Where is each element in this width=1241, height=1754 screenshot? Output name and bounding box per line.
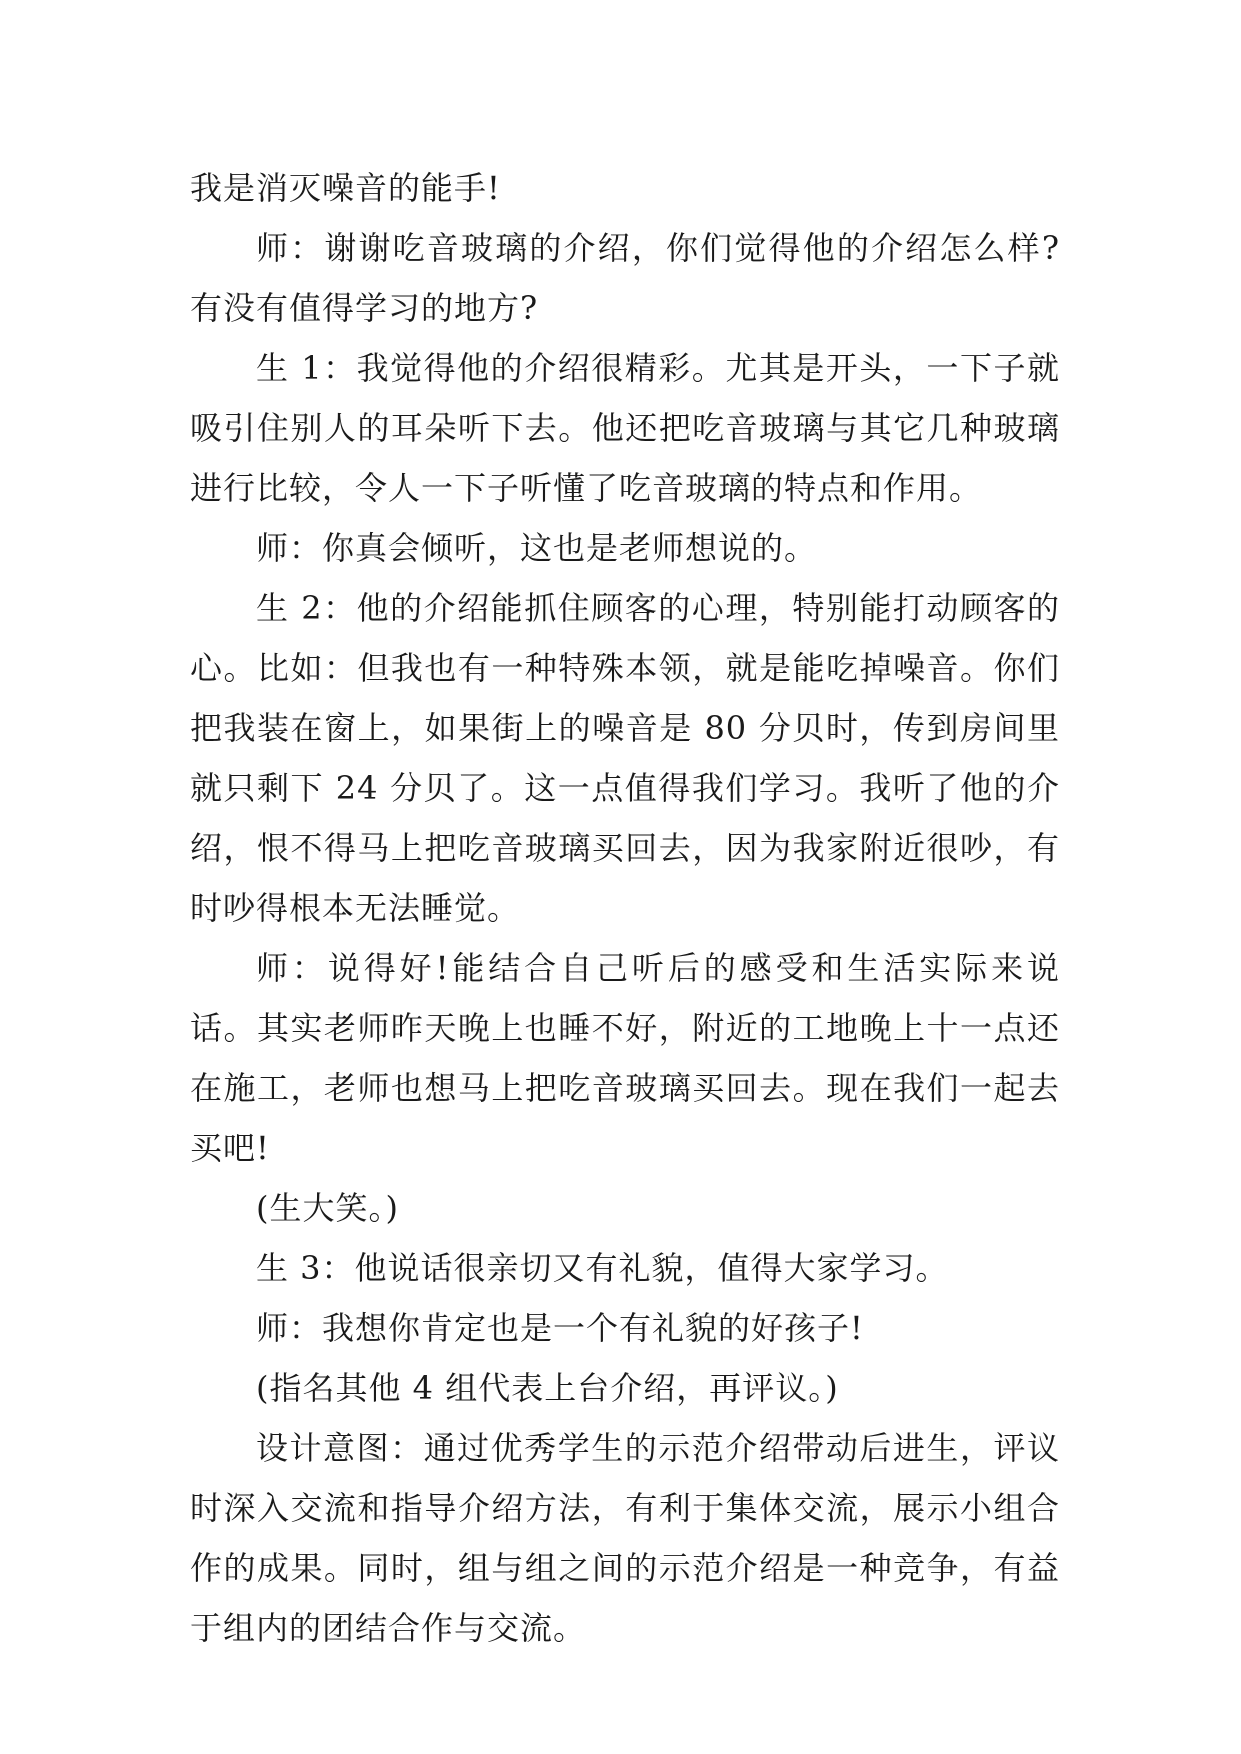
body-text xyxy=(190,158,1060,1658)
paragraph-student-1: 生 1：我觉得他的介绍很精彩。尤其是开头，一下子就吸引住别人的耳朵听下去。他还把吃音玻璃与其它几种玻璃进行比较，令人一下子听懂了吃音玻璃的特点和作用。 xyxy=(190,349,1060,507)
paragraph-continuation: 我是消灭噪音的能手! xyxy=(190,169,501,207)
paragraph-student-2: 生 2：他的介绍能抓住顾客的心理，特别能打动顾客的心。比如：但我也有一种特殊本领，就是能吃掉噪音。你们把我装在窗上，如果街上的噪音是 80 分贝时，传到房间里就只剩下 24 分贝了。这一点值得我们学习。我听了他的介绍，恨不得马上把吃音玻璃买回去，因为我家附近很吵，有时吵得根本无法睡觉。 xyxy=(190,589,1060,927)
paragraph-student-3: 生 3：他说话很亲切又有礼貌，值得大家学习。 xyxy=(256,1249,949,1287)
paragraph-teacher-3: 师：说得好!能结合自己听后的感受和生活实际来说话。其实老师昨天晚上也睡不好，附近的工地晚上十一点还在施工，老师也想马上把吃音玻璃买回去。现在我们一起去买吧! xyxy=(190,949,1060,1167)
paragraph-teacher-1: 师：谢谢吃音玻璃的介绍，你们觉得他的介绍怎么样?有没有值得学习的地方? xyxy=(190,229,1060,327)
paragraph-stage-direction-1: (生大笑。) xyxy=(256,1189,399,1227)
paragraph-teacher-2: 师：你真会倾听，这也是老师想说的。 xyxy=(256,529,818,567)
paragraph-stage-direction-2: (指名其他 4 组代表上台介绍，再评议。) xyxy=(256,1369,839,1407)
paragraph-design-intent: 设计意图：通过优秀学生的示范介绍带动后进生，评议时深入交流和指导介绍方法，有利于集体交流，展示小组合作的成果。同时，组与组之间的示范介绍是一种竞争，有益于组内的团结合作与交流。 xyxy=(190,1429,1060,1647)
paragraph-teacher-4: 师：我想你肯定也是一个有礼貌的好孩子! xyxy=(256,1309,864,1347)
